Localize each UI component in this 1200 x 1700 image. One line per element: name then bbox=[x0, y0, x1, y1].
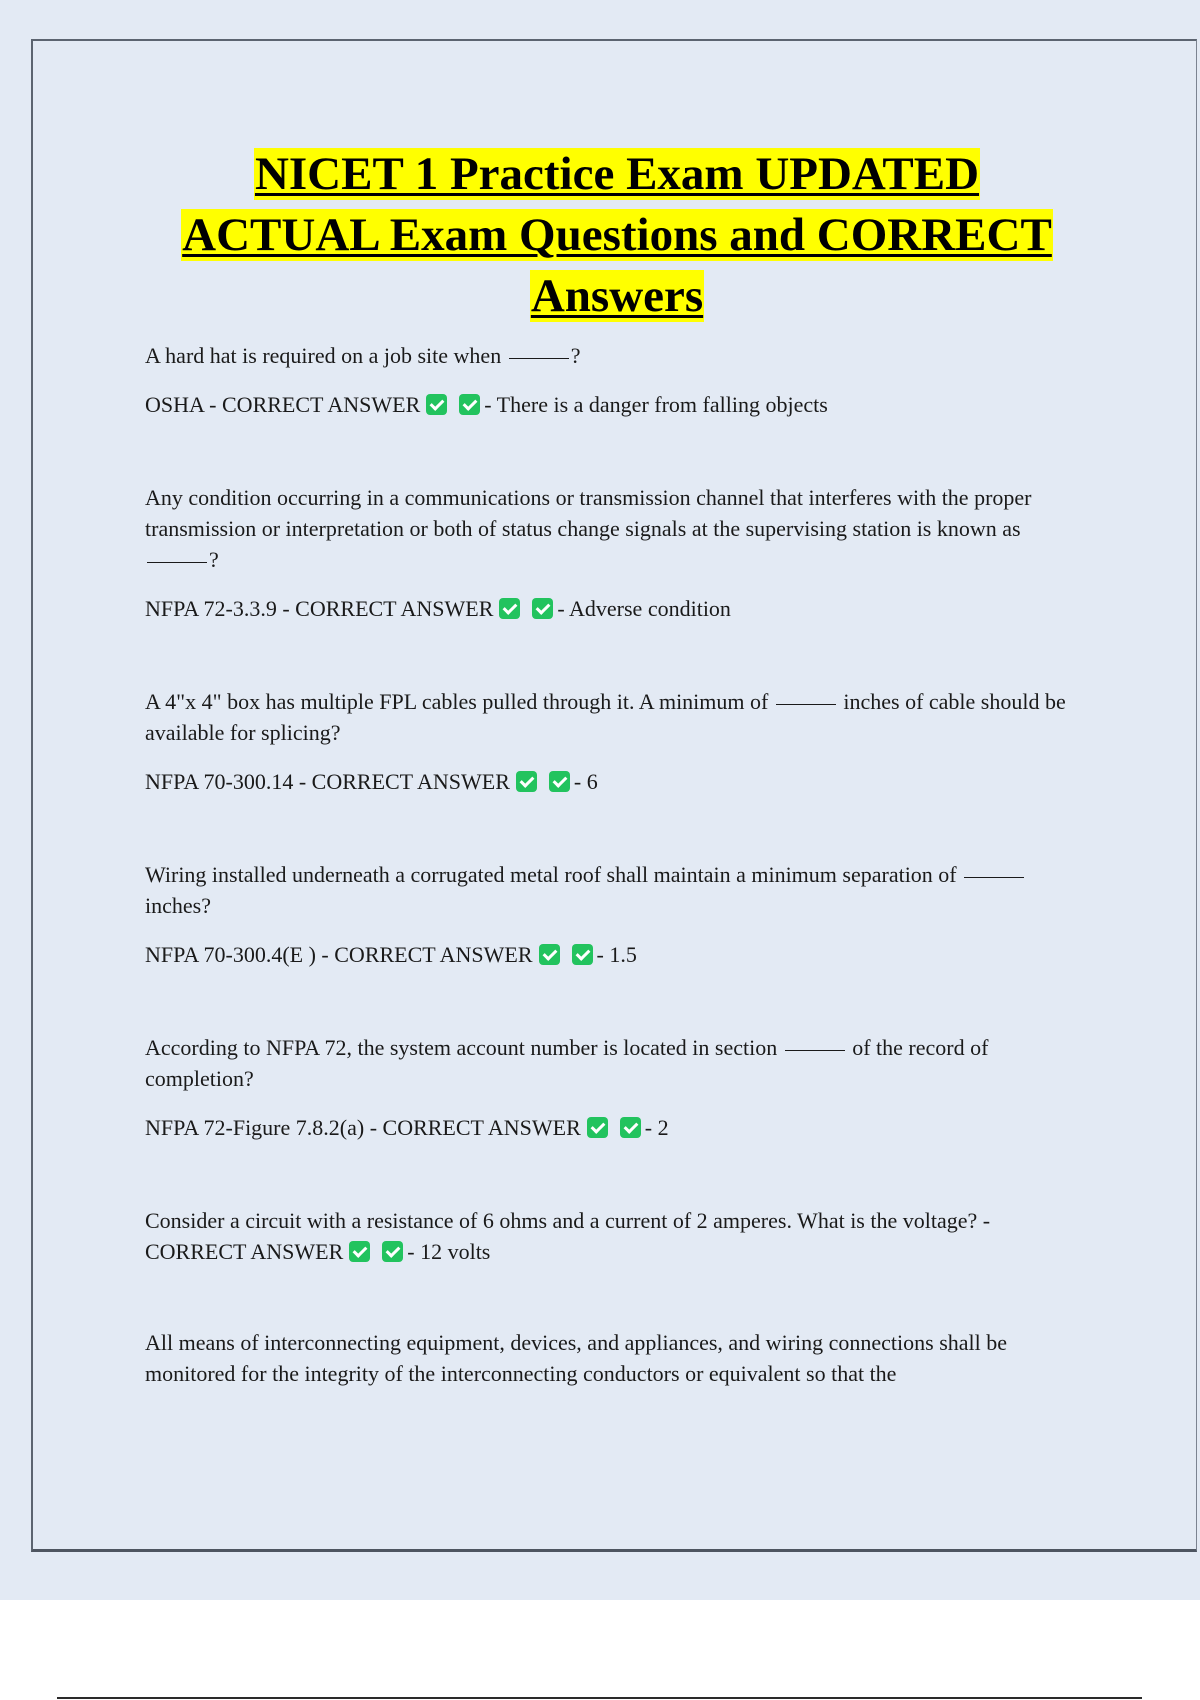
title-line-1: NICET 1 Practice Exam UPDATED bbox=[254, 148, 980, 200]
document-title bbox=[100, 144, 1134, 327]
question-text: All means of interconnecting equipment, devices, and appliances, and wiring connections shall be monitored for the integrity of the interconnecting conductors or equivalent so that the bbox=[145, 1330, 1008, 1386]
footer-divider bbox=[57, 1697, 1142, 1699]
question-text: Wiring installed underneath a corrugated metal roof shall maintain a minimum separation of inches? bbox=[145, 859, 1090, 921]
answer-line bbox=[145, 1112, 1090, 1143]
question-text: A 4"x 4" box has multiple FPL cables pulled through it. A minimum of inches of cable should be available for splicing? bbox=[145, 689, 1066, 745]
qa-item bbox=[145, 482, 1090, 624]
qa-item bbox=[145, 1327, 1090, 1389]
qa-item bbox=[145, 340, 1090, 420]
check-mark-button-icon bbox=[539, 944, 560, 965]
check-mark-button-icon bbox=[382, 1241, 403, 1262]
check-mark-button-icon bbox=[549, 771, 570, 792]
answer-text: - There is a danger from falling objects bbox=[484, 392, 828, 417]
qa-item bbox=[145, 1205, 1090, 1267]
check-mark-button-icon bbox=[620, 1117, 641, 1138]
answer-line bbox=[145, 389, 1090, 420]
question-text: Consider a circuit with a resistance of 6 ohms and a current of 2 amperes. What is the voltage? - CORRECT ANSWER - 12 volts bbox=[145, 1208, 991, 1264]
check-mark-button-icon bbox=[499, 598, 520, 619]
answer-reference: OSHA - CORRECT ANSWER bbox=[145, 392, 421, 417]
answer-blank bbox=[776, 704, 836, 705]
check-mark-button-icon bbox=[349, 1241, 370, 1262]
check-mark-button-icon bbox=[459, 394, 480, 415]
title-line-3: Answers bbox=[530, 270, 704, 322]
answer-reference: NFPA 72-Figure 7.8.2(a) - CORRECT ANSWER bbox=[145, 1115, 581, 1140]
answer-blank bbox=[509, 358, 569, 359]
question-text: According to NFPA 72, the system account number is located in section of the record of completion? bbox=[145, 1035, 989, 1091]
answer-reference: NFPA 70-300.4(E ) - CORRECT ANSWER bbox=[145, 942, 533, 967]
check-mark-button-icon bbox=[516, 771, 537, 792]
answer-text: - 12 volts bbox=[407, 1239, 491, 1264]
check-mark-button-icon bbox=[572, 944, 593, 965]
check-mark-button-icon bbox=[587, 1117, 608, 1138]
answer-reference: NFPA 70-300.14 - CORRECT ANSWER bbox=[145, 769, 510, 794]
answer-text: - 2 bbox=[644, 1115, 669, 1140]
qa-list bbox=[145, 340, 1090, 1389]
answer-text: - Adverse condition bbox=[557, 596, 731, 621]
answer-text: - 6 bbox=[573, 769, 598, 794]
question-text: A hard hat is required on a job site when ? bbox=[145, 343, 581, 368]
answer-blank bbox=[147, 562, 207, 563]
answer-reference: NFPA 72-3.3.9 - CORRECT ANSWER bbox=[145, 596, 494, 621]
answer-line bbox=[145, 593, 1090, 624]
answer-blank bbox=[785, 1050, 845, 1051]
check-mark-button-icon bbox=[426, 394, 447, 415]
answer-blank bbox=[964, 877, 1024, 878]
qa-item bbox=[145, 686, 1090, 797]
question-text: Any condition occurring in a communications or transmission channel that interferes with the proper transmission or interpretation or both of status change signals at the supervising station is known as ? bbox=[145, 485, 1032, 572]
qa-item bbox=[145, 1032, 1090, 1143]
answer-line bbox=[145, 939, 1090, 970]
qa-item bbox=[145, 859, 1090, 970]
title-line-2: ACTUAL Exam Questions and CORRECT bbox=[182, 209, 1052, 261]
answer-text: - 1.5 bbox=[596, 942, 637, 967]
answer-line bbox=[145, 766, 1090, 797]
check-mark-button-icon bbox=[532, 598, 553, 619]
